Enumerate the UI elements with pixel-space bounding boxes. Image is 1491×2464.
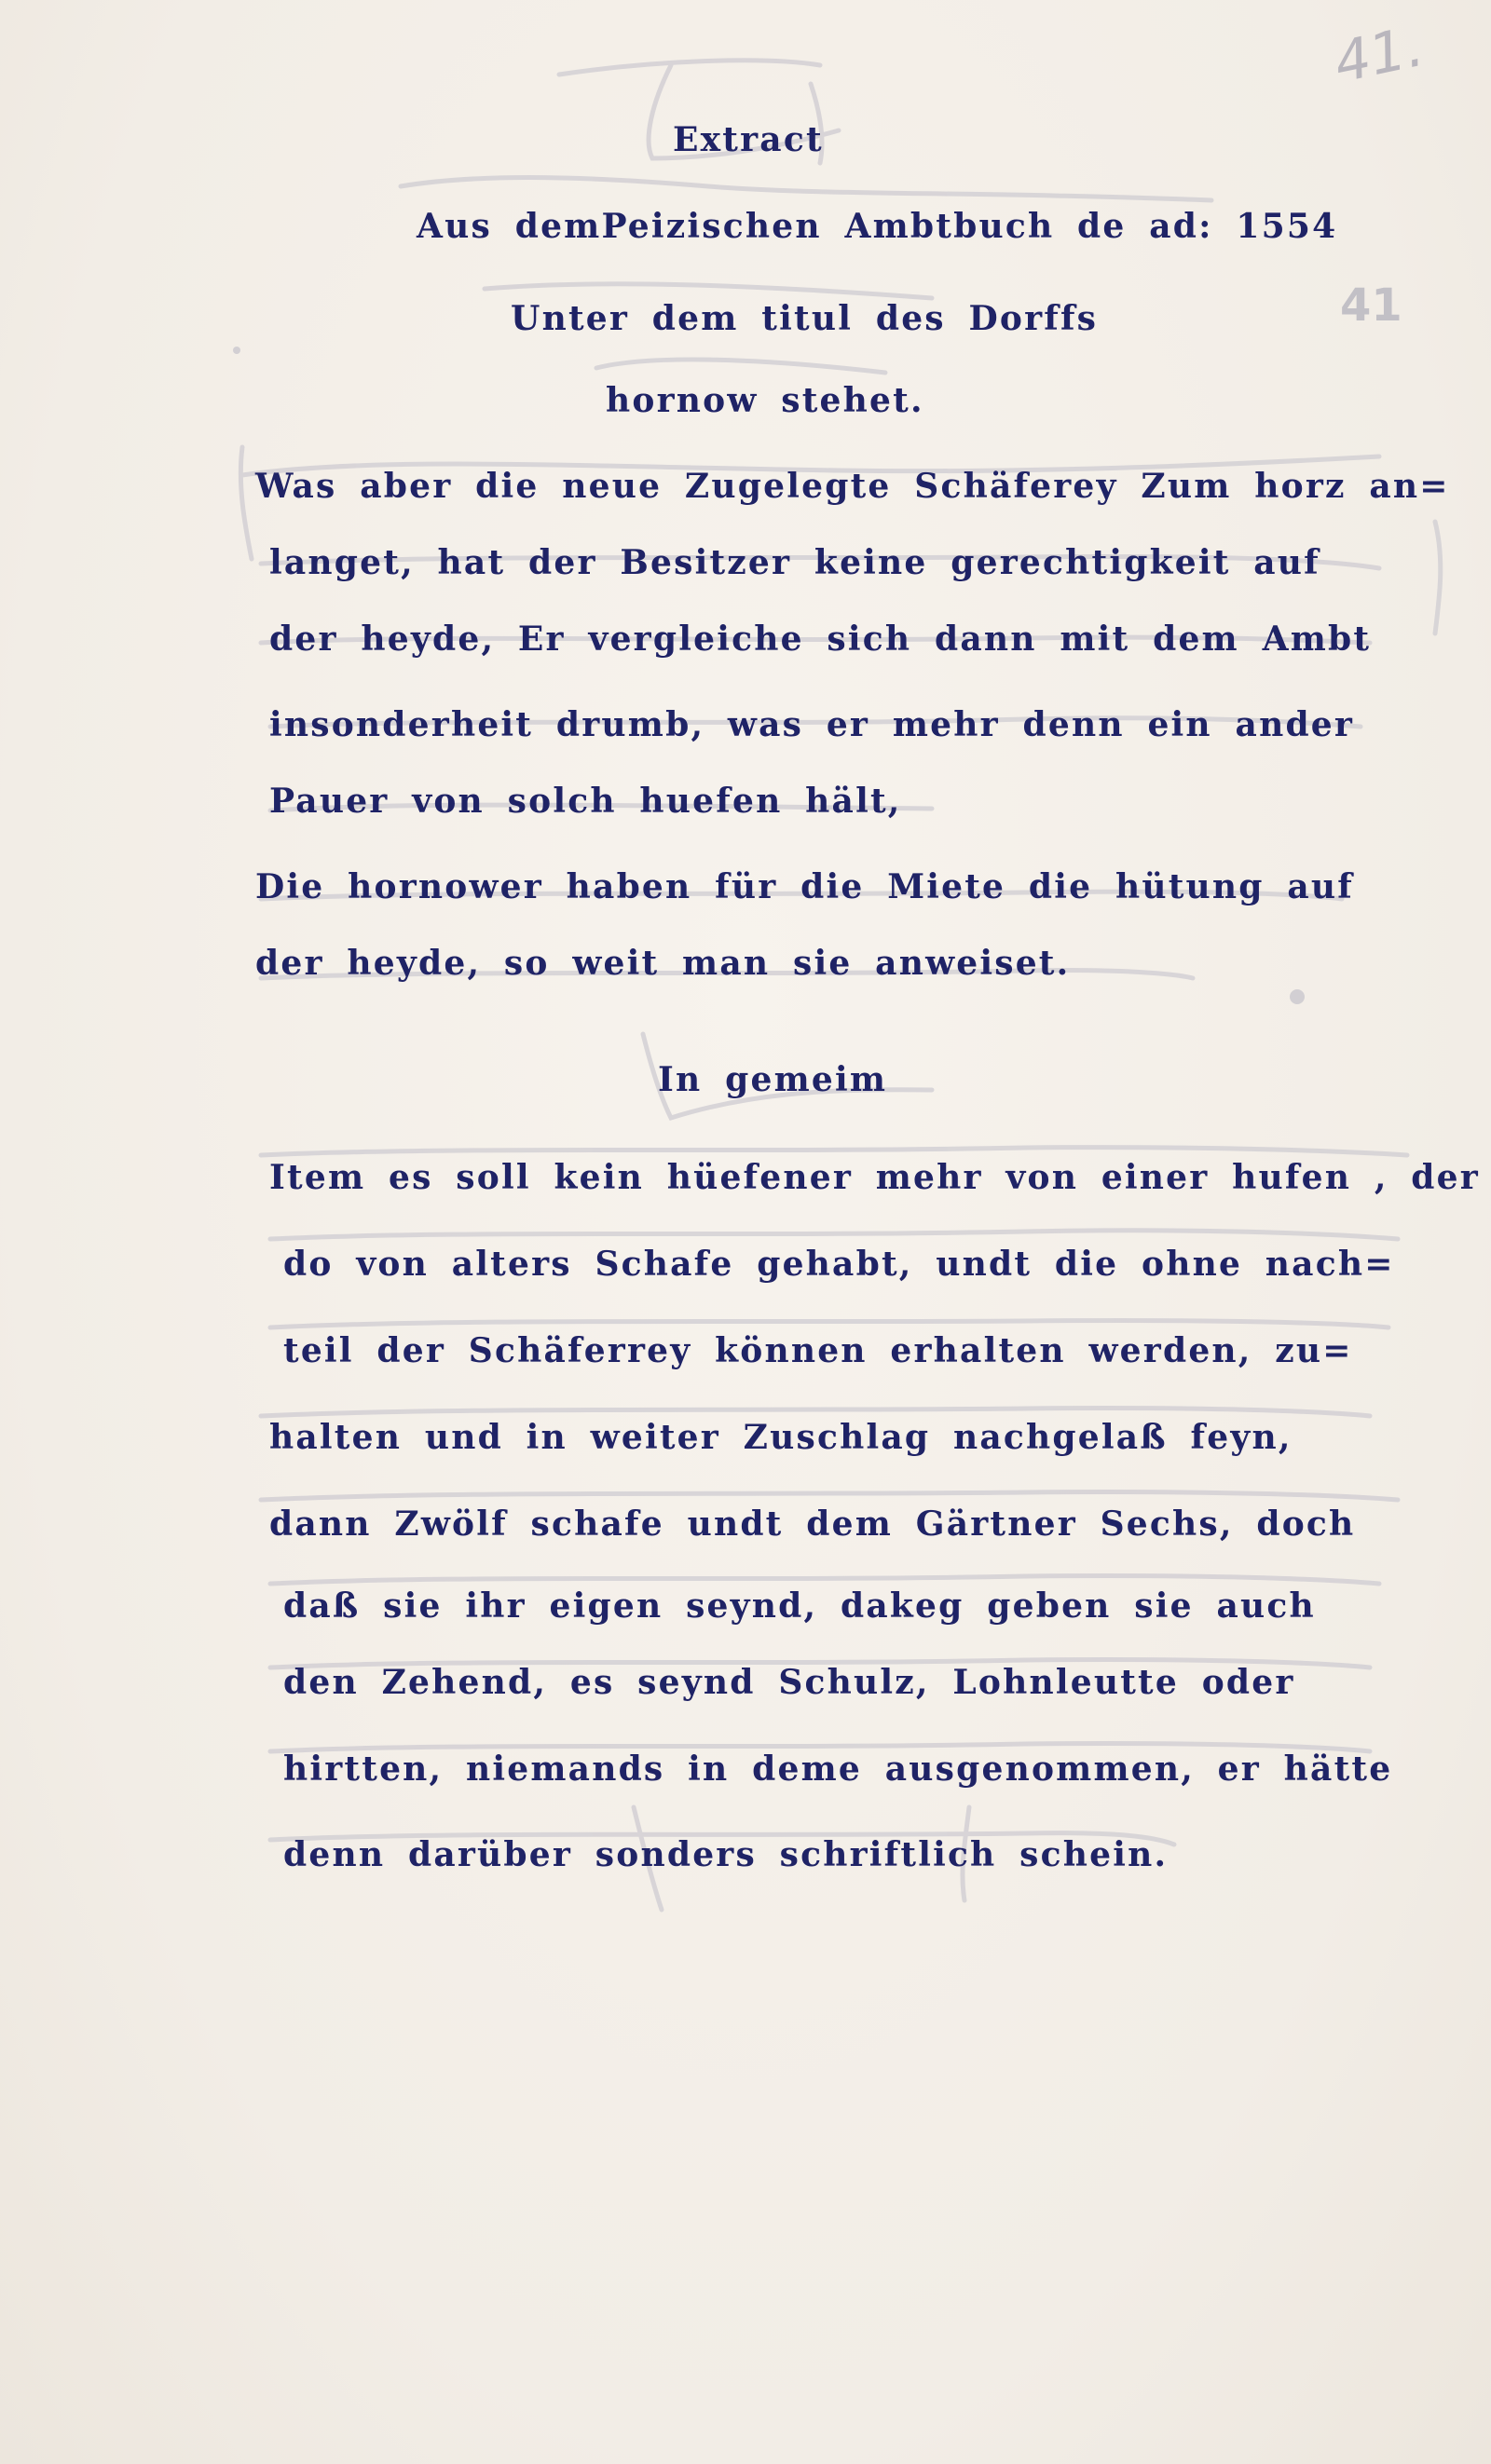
text-line: dann Zwölf schafe undt dem Gärtner Sechs, doch [269, 1504, 1356, 1544]
text-line: Was aber die neue Zugelegte Schäferey Zum horz an= [255, 467, 1450, 506]
text-line: der heyde, Er vergleiche sich dann mit dem Ambt [269, 619, 1372, 659]
text-line: hirtten, niemands in deme ausgenommen, er hätte [283, 1749, 1393, 1789]
heading-extract: Extract [673, 120, 824, 159]
subheading-title: Unter dem titul des Dorffs [511, 299, 1099, 338]
section-heading: In gemeim [658, 1060, 888, 1099]
ink-spot [233, 347, 240, 354]
ink-spot [1290, 989, 1305, 1004]
text-line: Pauer von solch huefen hält, [269, 782, 902, 821]
text-line: der heyde, so weit man sie anweiset. [255, 944, 1071, 983]
page-stamp: 41 [1340, 279, 1402, 332]
text-line: halten und in weiter Zuschlag nachgelaß feyn, [269, 1418, 1293, 1457]
subheading-place: hornow stehet. [606, 381, 924, 420]
text-line: denn darüber sonders schriftlich schein. [283, 1835, 1169, 1874]
text-line: insonderheit drumb, was er mehr denn ein ander [269, 705, 1355, 744]
subheading-source: Aus demPeizischen Ambtbuch de ad: 1554 [417, 207, 1338, 246]
text-line: Item es soll kein hüefener mehr von einer hufen , der [269, 1158, 1480, 1197]
text-line: do von alters Schafe gehabt, undt die ohne nach= [283, 1245, 1395, 1284]
text-line: den Zehend, es seynd Schulz, Lohnleutte oder [283, 1663, 1295, 1702]
folio-number: 41. [1328, 13, 1429, 97]
text-line: teil der Schäferrey können erhalten werden, zu= [283, 1331, 1353, 1370]
text-line: Die hornower haben für die Miete die hütung auf [255, 867, 1354, 906]
text-line: langet, hat der Besitzer keine gerechtigkeit auf [269, 543, 1320, 582]
text-line: daß sie ihr eigen seynd, dakeg geben sie auch [283, 1586, 1316, 1626]
